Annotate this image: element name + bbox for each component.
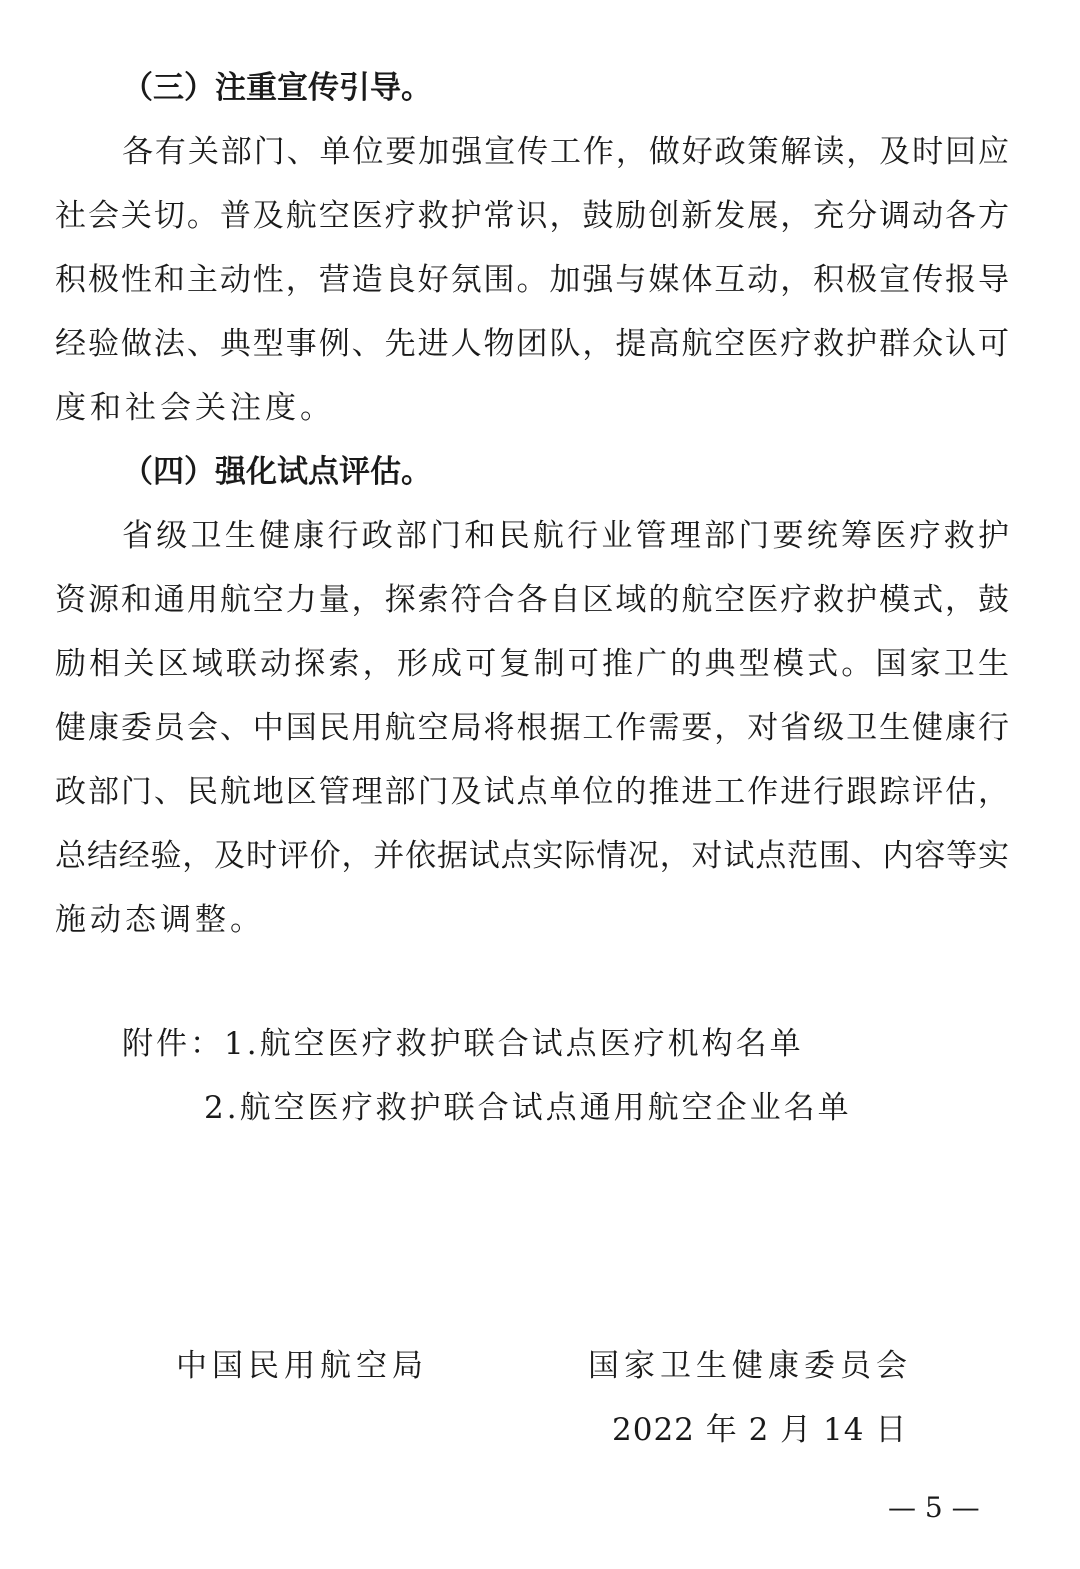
paragraph-line: 资源和通用航空力量，探索符合各自区域的航空医疗救护模式，鼓 [55, 582, 1009, 618]
paragraph-line: 社会关切。普及航空医疗救护常识，鼓励创新发展，充分调动各方 [55, 198, 1009, 234]
signature-org-nhc: 国家卫生健康委员会 [588, 1348, 912, 1384]
paragraph-line: 各有关部门、单位要加强宣传工作，做好政策解读，及时回应 [122, 134, 1009, 170]
paragraph-line: 积极性和主动性，营造良好氛围。加强与媒体互动，积极宣传报导 [55, 262, 1009, 298]
section-heading-3: （三）注重宣传引导。 [122, 70, 432, 106]
paragraph-line: 度和社会关注度。 [55, 390, 335, 426]
signature-org-caac: 中国民用航空局 [176, 1348, 428, 1384]
paragraph-line: 总结经验，及时评价，并依据试点实际情况，对试点范围、内容等实 [55, 838, 1009, 874]
paragraph-line: 省级卫生健康行政部门和民航行业管理部门要统筹医疗救护 [122, 518, 1009, 554]
page-number: — 5 — [888, 1491, 980, 1524]
attachment-item-1: 附件：1.航空医疗救护联合试点医疗机构名单 [122, 1026, 804, 1062]
paragraph-line: 励相关区域联动探索，形成可复制可推广的典型模式。国家卫生 [55, 646, 1009, 682]
paragraph-line: 政部门、民航地区管理部门及试点单位的推进工作进行跟踪评估， [55, 774, 1009, 810]
section-heading-4: （四）强化试点评估。 [122, 454, 432, 490]
paragraph-line: 健康委员会、中国民用航空局将根据工作需要，对省级卫生健康行 [55, 710, 1009, 746]
paragraph-line: 施动态调整。 [55, 902, 265, 938]
paragraph-line: 经验做法、典型事例、先进人物团队，提高航空医疗救护群众认可 [55, 326, 1009, 362]
attachment-item-2: 2.航空医疗救护联合试点通用航空企业名单 [204, 1090, 852, 1126]
signature-date: 2022 年 2 月 14 日 [612, 1412, 908, 1448]
